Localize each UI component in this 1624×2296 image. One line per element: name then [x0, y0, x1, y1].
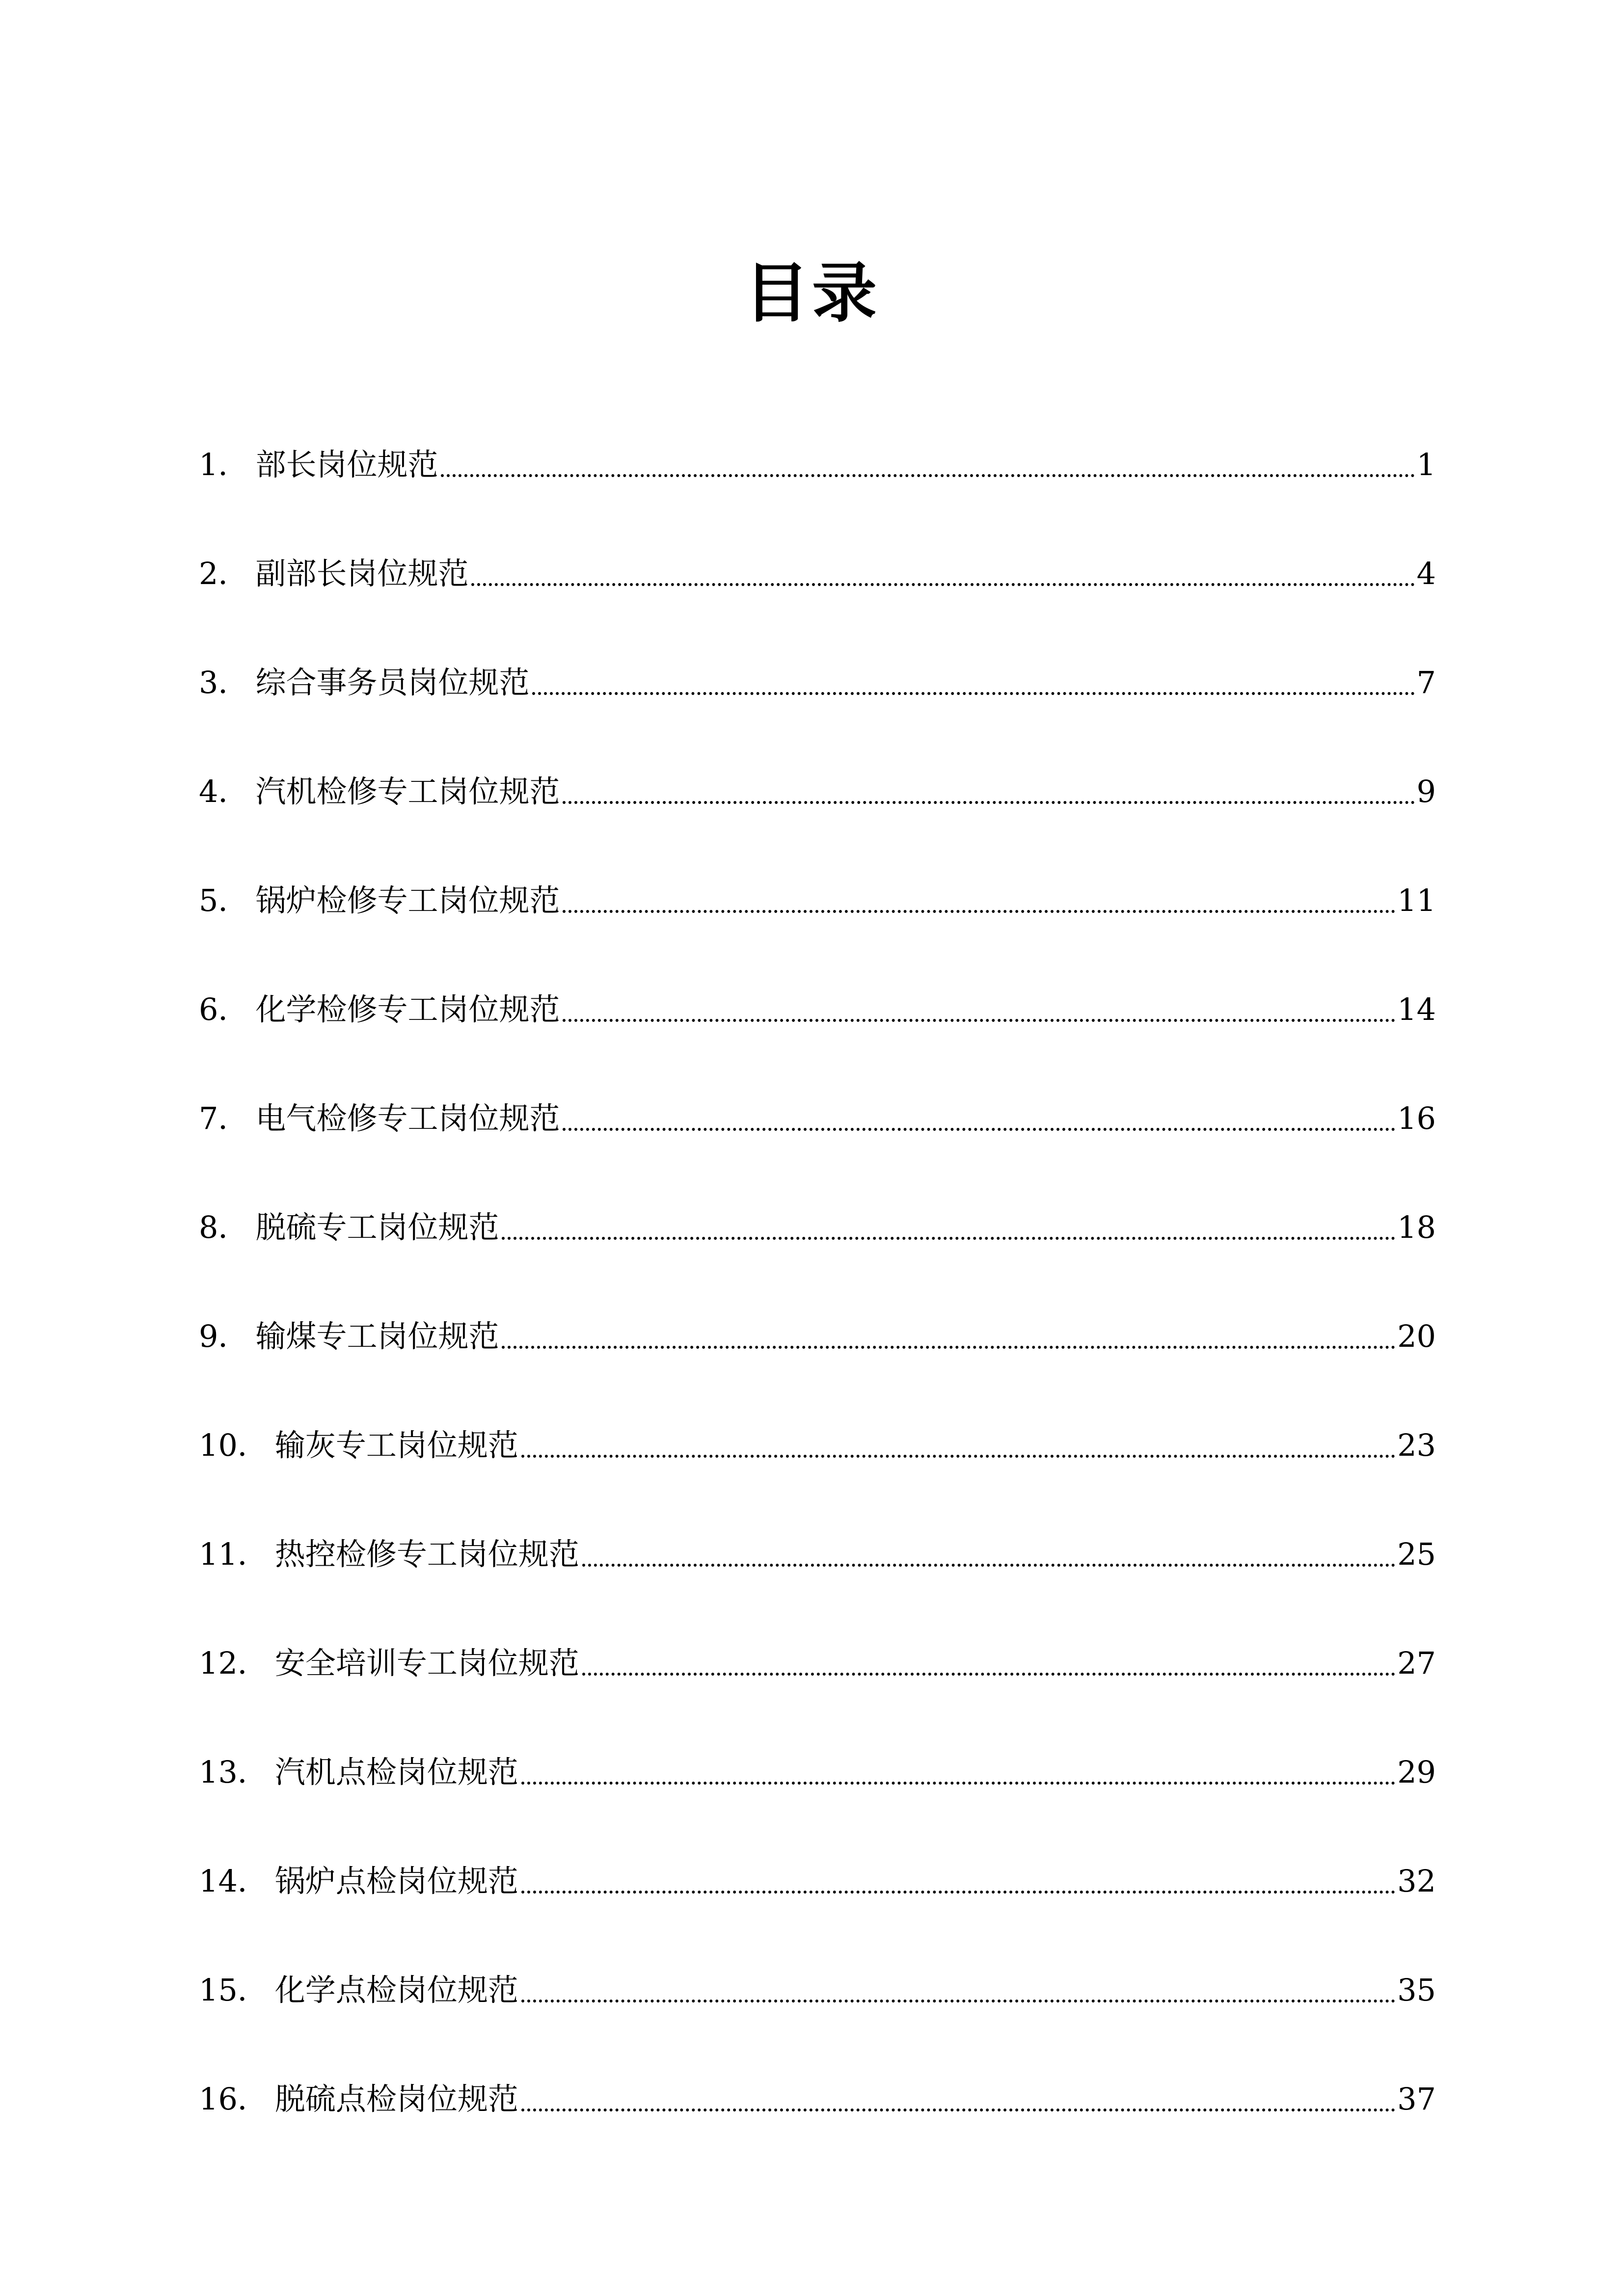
toc-entry[interactable] — [199, 1250, 1436, 1359]
toc-entry-number: 14． — [199, 1863, 268, 1899]
toc-entry-number: 13． — [199, 1754, 268, 1790]
toc-entry-number: 1． — [199, 447, 249, 482]
toc-entry-page: 11 — [1397, 882, 1436, 918]
toc-entry-number: 16． — [199, 2081, 268, 2117]
toc-entry[interactable] — [199, 378, 1436, 487]
toc-entry-number: 3． — [199, 665, 249, 700]
toc-dot-leader — [521, 1750, 1395, 1794]
toc-entry[interactable] — [199, 1685, 1436, 1794]
toc-entry[interactable] — [199, 1141, 1436, 1250]
toc-entry-label: 部长岗位规范 — [255, 447, 438, 482]
toc-entry-page: 14 — [1397, 991, 1436, 1027]
toc-entry-page: 25 — [1397, 1536, 1436, 1572]
toc-dot-leader — [563, 1096, 1395, 1141]
toc-entry-label: 安全培训专工岗位规范 — [274, 1645, 579, 1681]
toc-entry-page: 16 — [1397, 1100, 1436, 1136]
toc-entry-page: 37 — [1397, 2081, 1436, 2117]
toc-entry-page: 35 — [1397, 1972, 1436, 2008]
toc-entry-page: 18 — [1397, 1209, 1436, 1245]
toc-entry[interactable] — [199, 487, 1436, 596]
toc-dot-leader — [502, 1314, 1395, 1359]
toc-entry[interactable] — [199, 1468, 1436, 1576]
toc-dot-leader — [563, 879, 1395, 923]
toc-dot-leader — [441, 443, 1414, 487]
toc-entry[interactable] — [199, 705, 1436, 814]
toc-entry-number: 2． — [199, 556, 249, 591]
toc-entry-number: 12． — [199, 1645, 268, 1681]
toc-dot-leader — [521, 1968, 1395, 2012]
toc-entry[interactable] — [199, 1794, 1436, 1903]
toc-entry-label: 锅炉检修专工岗位规范 — [255, 882, 560, 918]
toc-entry-label: 热控检修专工岗位规范 — [274, 1536, 579, 1572]
toc-entry-number: 10． — [199, 1427, 268, 1463]
toc-dot-leader — [502, 1205, 1395, 1250]
toc-entry-label: 副部长岗位规范 — [255, 556, 469, 591]
toc-entry[interactable] — [199, 1903, 1436, 2012]
toc-entry-label: 综合事务员岗位规范 — [255, 665, 530, 700]
toc-entry-label: 输煤专工岗位规范 — [255, 1318, 499, 1354]
toc-entry-label: 化学点检岗位规范 — [274, 1972, 518, 2008]
toc-entry[interactable] — [199, 2012, 1436, 2121]
toc-entry-number: 11． — [199, 1536, 268, 1572]
toc-dot-leader — [521, 1423, 1395, 1468]
toc-dot-leader — [521, 2077, 1395, 2121]
toc-entry-page: 20 — [1397, 1318, 1436, 1354]
toc-entry[interactable] — [199, 596, 1436, 705]
toc-entry-number: 8． — [199, 1209, 249, 1245]
toc-entry-number: 9． — [199, 1318, 249, 1354]
toc-list — [199, 378, 1436, 2121]
toc-entry-number: 7． — [199, 1100, 249, 1136]
toc-entry-page: 7 — [1416, 665, 1436, 700]
toc-entry[interactable] — [199, 1576, 1436, 1685]
toc-entry-label: 锅炉点检岗位规范 — [274, 1863, 518, 1899]
toc-entry-label: 汽机点检岗位规范 — [274, 1754, 518, 1790]
toc-entry-label: 化学检修专工岗位规范 — [255, 991, 560, 1027]
toc-dot-leader — [521, 1859, 1395, 1903]
toc-entry-label: 脱硫专工岗位规范 — [255, 1209, 499, 1245]
toc-dot-leader — [471, 552, 1414, 596]
toc-entry[interactable] — [199, 814, 1436, 923]
toc-entry[interactable] — [199, 923, 1436, 1032]
toc-dot-leader — [582, 1532, 1395, 1576]
toc-entry-label: 电气检修专工岗位规范 — [255, 1100, 560, 1136]
toc-entry-label: 汽机检修专工岗位规范 — [255, 774, 560, 809]
toc-entry-page: 32 — [1397, 1863, 1436, 1899]
toc-entry-page: 9 — [1416, 774, 1436, 809]
toc-entry-label: 脱硫点检岗位规范 — [274, 2081, 518, 2117]
toc-dot-leader — [563, 770, 1414, 814]
toc-entry-label: 输灰专工岗位规范 — [274, 1427, 518, 1463]
toc-entry[interactable] — [199, 1359, 1436, 1468]
toc-entry-page: 27 — [1397, 1645, 1436, 1681]
toc-dot-leader — [532, 661, 1414, 705]
toc-entry-page: 23 — [1397, 1427, 1436, 1463]
toc-entry-number: 15． — [199, 1972, 268, 2008]
toc-title: 目录 — [744, 255, 880, 332]
toc-entry-page: 4 — [1416, 556, 1436, 591]
toc-dot-leader — [582, 1641, 1395, 1685]
toc-entry-number: 5． — [199, 882, 249, 918]
toc-entry-number: 6． — [199, 991, 249, 1027]
toc-dot-leader — [563, 988, 1395, 1032]
toc-entry[interactable] — [199, 1032, 1436, 1141]
toc-entry-page: 29 — [1397, 1754, 1436, 1790]
toc-entry-page: 1 — [1416, 447, 1436, 482]
toc-entry-number: 4． — [199, 774, 249, 809]
